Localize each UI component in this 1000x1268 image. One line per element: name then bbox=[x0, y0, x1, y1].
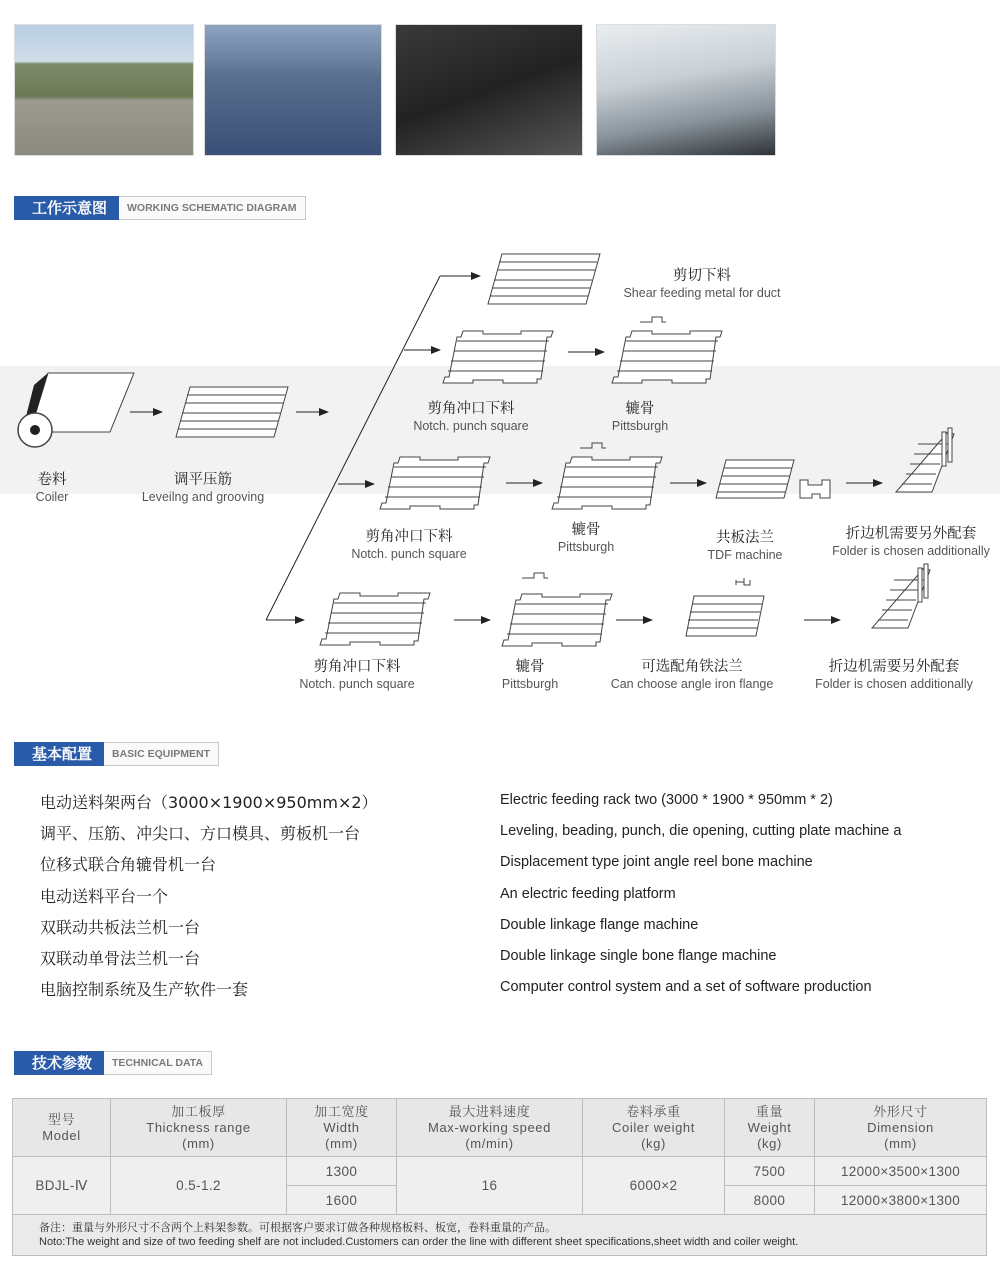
equipment-item-en: Computer control system and a set of software production bbox=[500, 979, 872, 995]
col-header-dimension: 外形尺寸 Dimension (mm) bbox=[815, 1099, 987, 1157]
r4-angle-profile bbox=[736, 578, 750, 585]
diagram-graphics bbox=[0, 230, 1000, 700]
label-r3-tdf-en: TDF machine bbox=[707, 548, 783, 562]
label-shear-en: Shear feeding metal for duct bbox=[623, 286, 781, 300]
cell-width: 1600 bbox=[287, 1186, 397, 1215]
r2-notched-sheet bbox=[443, 331, 553, 383]
equipment-item-cn: 电动送料平台一个 bbox=[40, 887, 169, 906]
label-leveling-en: Leveilng and grooving bbox=[141, 490, 265, 504]
equipment-item-en: Displacement type joint angle reel bone machine bbox=[500, 854, 813, 870]
equipment-item-en: Double linkage flange machine bbox=[500, 917, 699, 933]
equipment-item-cn: 调平、压筋、冲尖口、方口模具、剪板机一台 bbox=[40, 824, 361, 843]
equipment-item-cn: 位移式联合角辘骨机一台 bbox=[40, 855, 217, 874]
col-header-width: 加工宽度 Width (mm) bbox=[287, 1099, 397, 1157]
r4-folder-stairs bbox=[872, 564, 930, 628]
branch-trunk bbox=[266, 276, 440, 620]
label-r4-angle-en: Can choose angle iron flange bbox=[610, 677, 774, 691]
cell-weight: 8000 bbox=[725, 1186, 815, 1215]
label-r4-angle-cn: 可选配角铁法兰 bbox=[641, 659, 743, 675]
schematic-diagram bbox=[0, 230, 1000, 700]
label-r3-tdf bbox=[690, 526, 800, 562]
section-header-diagram bbox=[14, 196, 306, 220]
section-header-equipment bbox=[14, 742, 219, 766]
r3-folder-stairs bbox=[896, 428, 954, 492]
section-title-cn: 基本配置 bbox=[14, 742, 104, 766]
cell-thickness: 0.5-1.2 bbox=[111, 1157, 287, 1215]
label-r4-notch-cn: 剪角冲口下料 bbox=[313, 659, 401, 675]
r4-pittsburgh-sheet bbox=[502, 594, 612, 646]
label-r3-pitts-cn: 辘骨 bbox=[571, 522, 601, 538]
table-note bbox=[13, 1215, 987, 1256]
r3-tdf-profile bbox=[800, 480, 830, 498]
col-header-speed: 最大进料速度 Max-working speed (m/min) bbox=[397, 1099, 583, 1157]
label-r4-pitts bbox=[490, 655, 570, 691]
label-r4-folder bbox=[804, 655, 984, 691]
cell-width: 1300 bbox=[287, 1157, 397, 1186]
r3-pittsburgh-profile bbox=[580, 443, 606, 448]
label-r4-pitts-en: Pittsburgh bbox=[501, 677, 559, 691]
table-row bbox=[13, 1157, 987, 1186]
r3-notched-sheet bbox=[380, 457, 490, 509]
label-r3-tdf-cn: 共板法兰 bbox=[716, 530, 774, 546]
label-leveling-cn: 调平压筋 bbox=[174, 472, 232, 488]
cell-dimension: 12000×3500×1300 bbox=[815, 1157, 987, 1186]
col-header-thickness: 加工板厚 Thickness range (mm) bbox=[111, 1099, 287, 1157]
shear-sheet bbox=[488, 254, 600, 304]
label-r3-pitts-en: Pittsburgh bbox=[557, 540, 615, 554]
label-shear-cn: 剪切下料 bbox=[673, 268, 731, 284]
cell-weight: 7500 bbox=[725, 1157, 815, 1186]
cell-coiler-weight: 6000×2 bbox=[583, 1157, 725, 1215]
photo-coiler-line bbox=[14, 24, 194, 156]
label-r3-folder-cn: 折边机需要另外配套 bbox=[845, 526, 977, 542]
r3-pittsburgh-sheet bbox=[552, 457, 662, 509]
photo-roller-closeup bbox=[395, 24, 583, 156]
note-cn: 备注：重量与外形尺寸不含两个上料架参数。可根据客户要求订做各种规格板料、板宽，卷料重量的产品。 bbox=[39, 1222, 556, 1234]
photo-feeding-rack bbox=[204, 24, 382, 156]
label-coiler bbox=[14, 468, 90, 504]
tech-data-table bbox=[12, 1098, 987, 1256]
label-coiler-cn: 卷料 bbox=[37, 472, 67, 488]
cell-model: BDJL-Ⅳ bbox=[13, 1157, 111, 1215]
equipment-item-en: Double linkage single bone flange machine bbox=[500, 948, 777, 964]
label-r4-notch-en: Notch. punch square bbox=[299, 677, 415, 691]
cell-dimension: 12000×3800×1300 bbox=[815, 1186, 987, 1215]
r2-pittsburgh-profile bbox=[640, 317, 666, 322]
leveling-sheet bbox=[176, 387, 288, 437]
equipment-item-cn: 双联动共板法兰机一台 bbox=[40, 918, 201, 937]
note-en: Noto:The weight and size of two feeding shelf are not included.Customers can order the line with different sheet specifications,sheet width and coiler weight. bbox=[39, 1236, 799, 1248]
label-r4-notch bbox=[282, 655, 432, 691]
label-r3-notch bbox=[334, 525, 484, 561]
label-r3-folder bbox=[822, 522, 1000, 558]
equipment-item-cn: 电动送料架两台（3000×1900×950mm×2） bbox=[40, 793, 378, 812]
label-r2-pitts-cn: 辘骨 bbox=[625, 401, 655, 417]
label-r3-pitts bbox=[546, 518, 626, 554]
col-header-model: 型号 Model bbox=[13, 1099, 111, 1157]
section-title-cn: 工作示意图 bbox=[14, 196, 119, 220]
table-header-row bbox=[13, 1099, 987, 1157]
label-r3-notch-cn: 剪角冲口下料 bbox=[365, 529, 453, 545]
col-header-coiler-weight: 卷料承重 Coiler weight (kg) bbox=[583, 1099, 725, 1157]
label-r3-notch-en: Notch. punch square bbox=[351, 547, 467, 561]
r2-pittsburgh-sheet bbox=[612, 331, 722, 383]
label-shear bbox=[604, 264, 800, 300]
col-header-weight: 重量 Weight (kg) bbox=[725, 1099, 815, 1157]
label-r2-notch bbox=[396, 397, 546, 433]
equipment-item-en: Leveling, beading, punch, die opening, cutting plate machine a bbox=[500, 823, 902, 839]
label-r4-folder-cn: 折边机需要另外配套 bbox=[828, 659, 960, 675]
cell-speed: 16 bbox=[397, 1157, 583, 1215]
label-coiler-en: Coiler bbox=[35, 490, 69, 504]
label-r2-pitts bbox=[600, 397, 680, 433]
equipment-item-en: Electric feeding rack two (3000 * 1900 * 950mm * 2) bbox=[500, 792, 833, 808]
label-r4-folder-en: Folder is chosen additionally bbox=[815, 677, 973, 691]
r3-tdf-sheet bbox=[716, 460, 794, 498]
label-r4-pitts-cn: 辘骨 bbox=[515, 659, 545, 675]
label-r3-folder-en: Folder is chosen additionally bbox=[832, 544, 990, 558]
table-note-row bbox=[13, 1215, 987, 1256]
r4-pittsburgh-profile bbox=[522, 573, 548, 578]
photo-metal-sheet bbox=[596, 24, 776, 156]
coiler-roll bbox=[18, 373, 134, 447]
section-title-cn: 技术参数 bbox=[14, 1051, 104, 1075]
label-r2-notch-en: Notch. punch square bbox=[413, 419, 529, 433]
label-r2-notch-cn: 剪角冲口下料 bbox=[427, 401, 515, 417]
section-title-en: BASIC EQUIPMENT bbox=[104, 742, 219, 766]
label-r2-pitts-en: Pittsburgh bbox=[611, 419, 669, 433]
section-title-en: WORKING SCHEMATIC DIAGRAM bbox=[119, 196, 306, 220]
equipment-item-cn: 双联动单骨法兰机一台 bbox=[40, 949, 201, 968]
section-header-tech bbox=[14, 1051, 212, 1075]
label-leveling bbox=[120, 468, 286, 504]
r4-notched-sheet bbox=[320, 593, 430, 645]
label-r4-angle bbox=[600, 655, 784, 691]
section-title-en: TECHNICAL DATA bbox=[104, 1051, 212, 1075]
equipment-item-en: An electric feeding platform bbox=[500, 886, 676, 902]
r4-angle-sheet bbox=[686, 596, 764, 636]
equipment-item-cn: 电脑控制系统及生产软件一套 bbox=[40, 980, 249, 999]
